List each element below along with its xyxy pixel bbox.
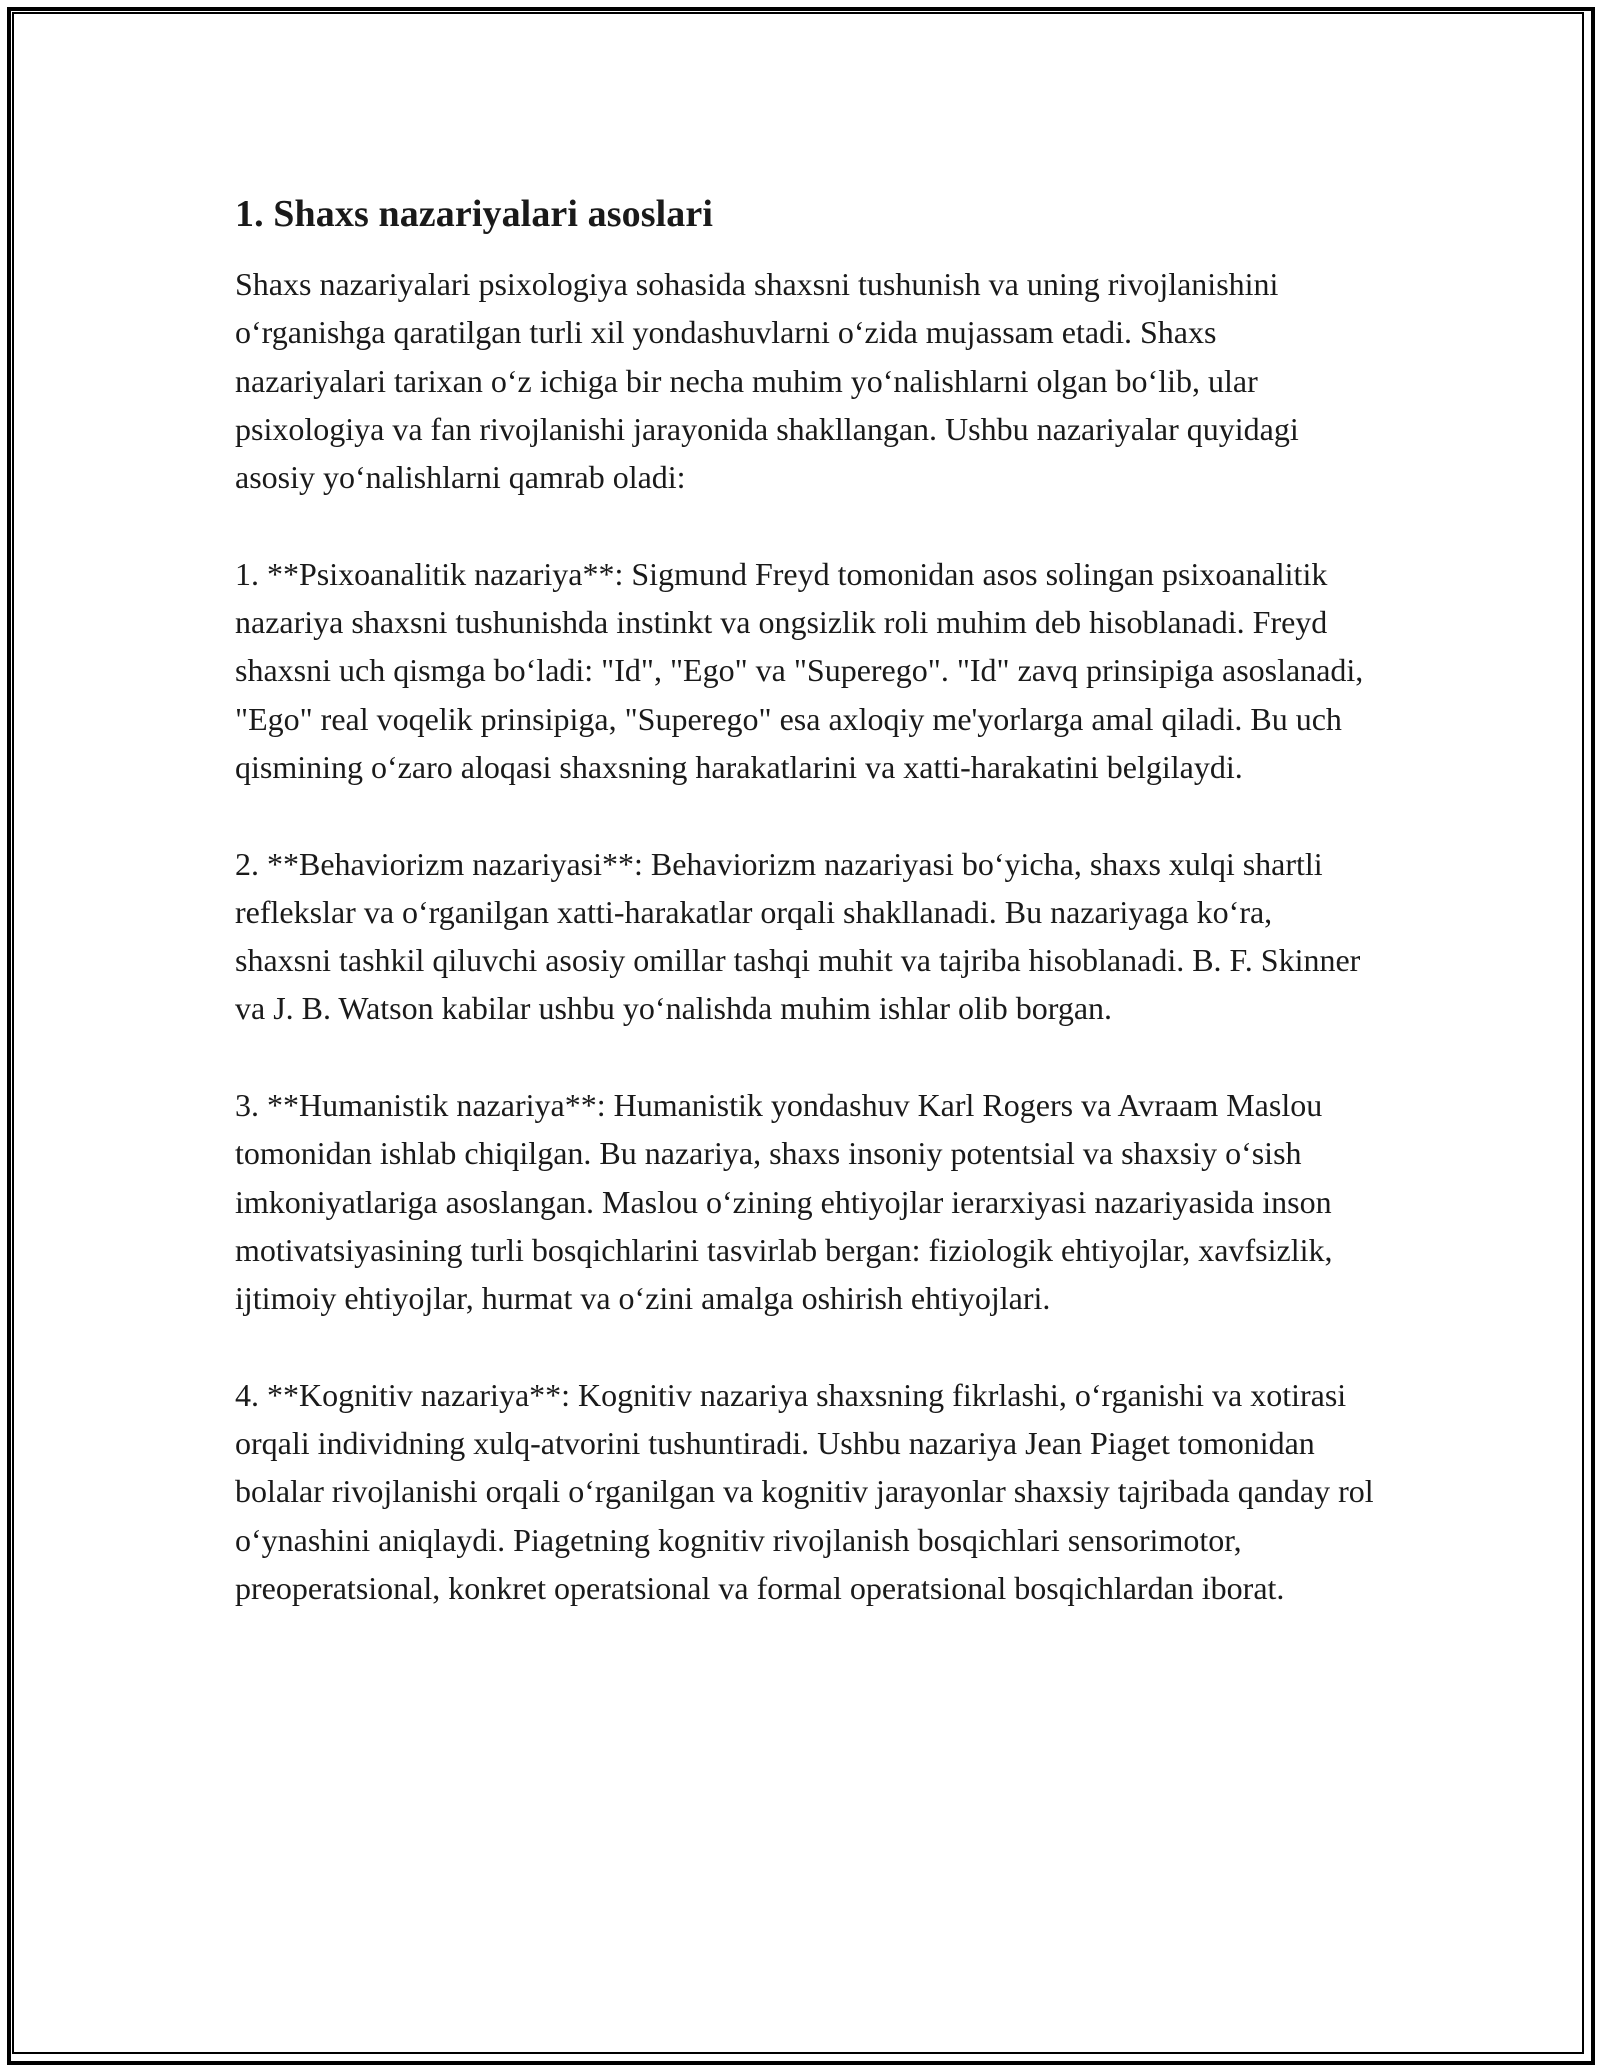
paragraph-humanistic: 3. **Humanistik nazariya**: Humanistik yondashuv Karl Rogers va Avraam Maslou tomonidan ishlab chiqilgan. Bu nazariya, shaxs insoniy potentsial va shaxsiy o‘sish imkoniyatlariga asoslangan. Maslou o‘zining ehtiyojlar ierarxiyasi nazariyasida inson motivatsiyasining turli bosqichlarini tasvirlab bergan: fiziologik ehtiyojlar, xavfsizlik, ijtimoiy ehtiyojlar, hurmat va o‘zini amalga oshirish ehtiyojlari. <box>235 1087 1333 1317</box>
section-title: 1. Shaxs nazariyalari asoslari <box>235 193 714 235</box>
document-body <box>235 190 1375 1661</box>
paragraph-psychoanalytic: 1. **Psixoanalitik nazariya**: Sigmund Freyd tomonidan asos solingan psixoanalitik nazariya shaxsni tushunishda instinkt va ongsizlik roli muhim deb hisoblanadi. Freyd shaxsni uch qismga bo‘ladi: "Id", "Ego" va "Superego". "Id" zavq prinsipiga asoslanadi, "Ego" real voqelik prinsipiga, "Superego" esa axloqiy me'yorlarga amal qiladi. Bu uch qismining o‘zaro aloqasi shaxsning harakatlarini va xatti-harakatini belgilaydi. <box>235 555 1364 785</box>
paragraph-cognitive: 4. **Kognitiv nazariya**: Kognitiv nazariya shaxsning fikrlashi, o‘rganishi va xotirasi orqali individning xulq-atvorini tushuntiradi. Ushbu nazariya Jean Piaget tomonidan bolalar rivojlanishi orqali o‘rganilgan va kognitiv jarayonlar shaxsiy tajribada qanday rol o‘ynashini aniqlaydi. Piagetning kognitiv rivojlanish bosqichlari sensorimotor, preoperatsional, konkret operatsional va formal operatsional bosqichlardan iborat. <box>235 1376 1374 1607</box>
paragraph-behaviorism: 2. **Behaviorizm nazariyasi**: Behaviorizm nazariyasi bo‘yicha, shaxs xulqi shartli reflekslar va o‘rganilgan xatti-harakatlar orqali shakllanadi. Bu nazariyaga ko‘ra, shaxsni tashkil qiluvchi asosiy omillar tashqi muhit va tajriba hisoblanadi. B. F. Skinner va J. B. Watson kabilar ushbu yo‘nalishda muhim ishlar olib borgan. <box>235 845 1361 1027</box>
paragraph-intro: Shaxs nazariyalari psixologiya sohasida shaxsni tushunish va uning rivojlanishini o‘rganishga qaratilgan turli xil yondashuvlarni o‘zida mujassam etadi. Shaxs nazariyalari tarixan o‘z ichiga bir necha muhim yo‘nalishlarni olgan bo‘lib, ular psixologiya va fan rivojlanishi jarayonida shakllangan. Ushbu nazariyalar quyidagi asosiy yo‘nalishlarni qamrab oladi: <box>235 266 1299 496</box>
